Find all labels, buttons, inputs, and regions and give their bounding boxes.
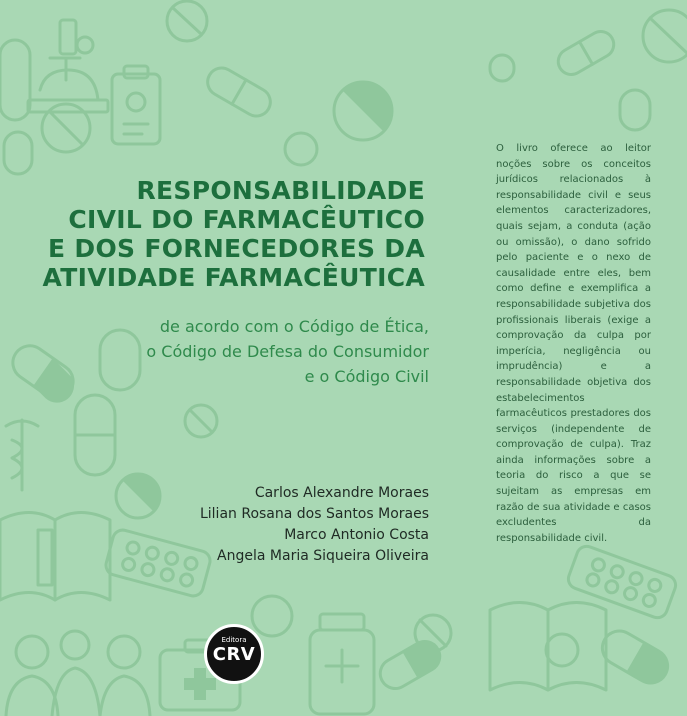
subtitle-line: de acordo com o Código de Ética, bbox=[159, 317, 429, 336]
subtitle-line: o Código de Defesa do Consumidor bbox=[146, 342, 429, 361]
author-name: Marco Antonio Costa bbox=[284, 527, 429, 543]
subtitle-line: e o Código Civil bbox=[304, 367, 429, 386]
caduceus-icon bbox=[6, 420, 38, 490]
microscope-icon bbox=[28, 20, 108, 112]
book-subtitle bbox=[9, 314, 429, 389]
medicine-bottle-icon bbox=[310, 614, 446, 714]
publisher-logo bbox=[204, 624, 264, 684]
publisher-label: Editora bbox=[221, 636, 247, 644]
title-line: CIVIL DO FARMACÊUTICO bbox=[68, 205, 425, 234]
pill-icon bbox=[0, 40, 275, 174]
book-title bbox=[5, 176, 425, 292]
author-name: Angela Maria Siqueira Oliveira bbox=[217, 548, 429, 564]
people-icon bbox=[6, 631, 150, 716]
book-icon bbox=[0, 513, 110, 601]
author-name: Carlos Alexandre Moraes bbox=[254, 485, 429, 501]
author-name: Lilian Rosana dos Santos Moraes bbox=[199, 506, 429, 522]
back-cover-blurb: O livro oferece ao leitor noções sobre os conceitos jurídicos relacionados à responsabilidade civil e seus elementos caracterizadores, quais sejam, a conduta (ação ou omissão), o dano sofrido pelo paciente e o nexo de causalidade entre eles, bem como define e exemplifica a responsabilidade subjetiva dos profissionais liberais (exige a comprovação da culpa por imperícia, negligência ou imprudência) e a responsabilidade objetiva dos estabelecimentos farmacêuticos prestadores dos serviços (independente de comprovação de culpa). Traz ainda informações sobre a teoria do risco a que se sujeitam as empresas em razão de sua atividade e casos excludentes da responsabilidade civil. bbox=[496, 143, 651, 544]
author-list bbox=[109, 483, 429, 567]
pill-icon bbox=[490, 27, 650, 130]
title-line: ATIVIDADE FARMACÊUTICA bbox=[42, 263, 425, 292]
clipboard-icon bbox=[112, 66, 160, 144]
title-line: E DOS FORNECEDORES DA bbox=[48, 234, 425, 263]
title-line: RESPONSABILIDADE bbox=[136, 176, 425, 205]
publisher-brand: CRV bbox=[212, 644, 256, 665]
